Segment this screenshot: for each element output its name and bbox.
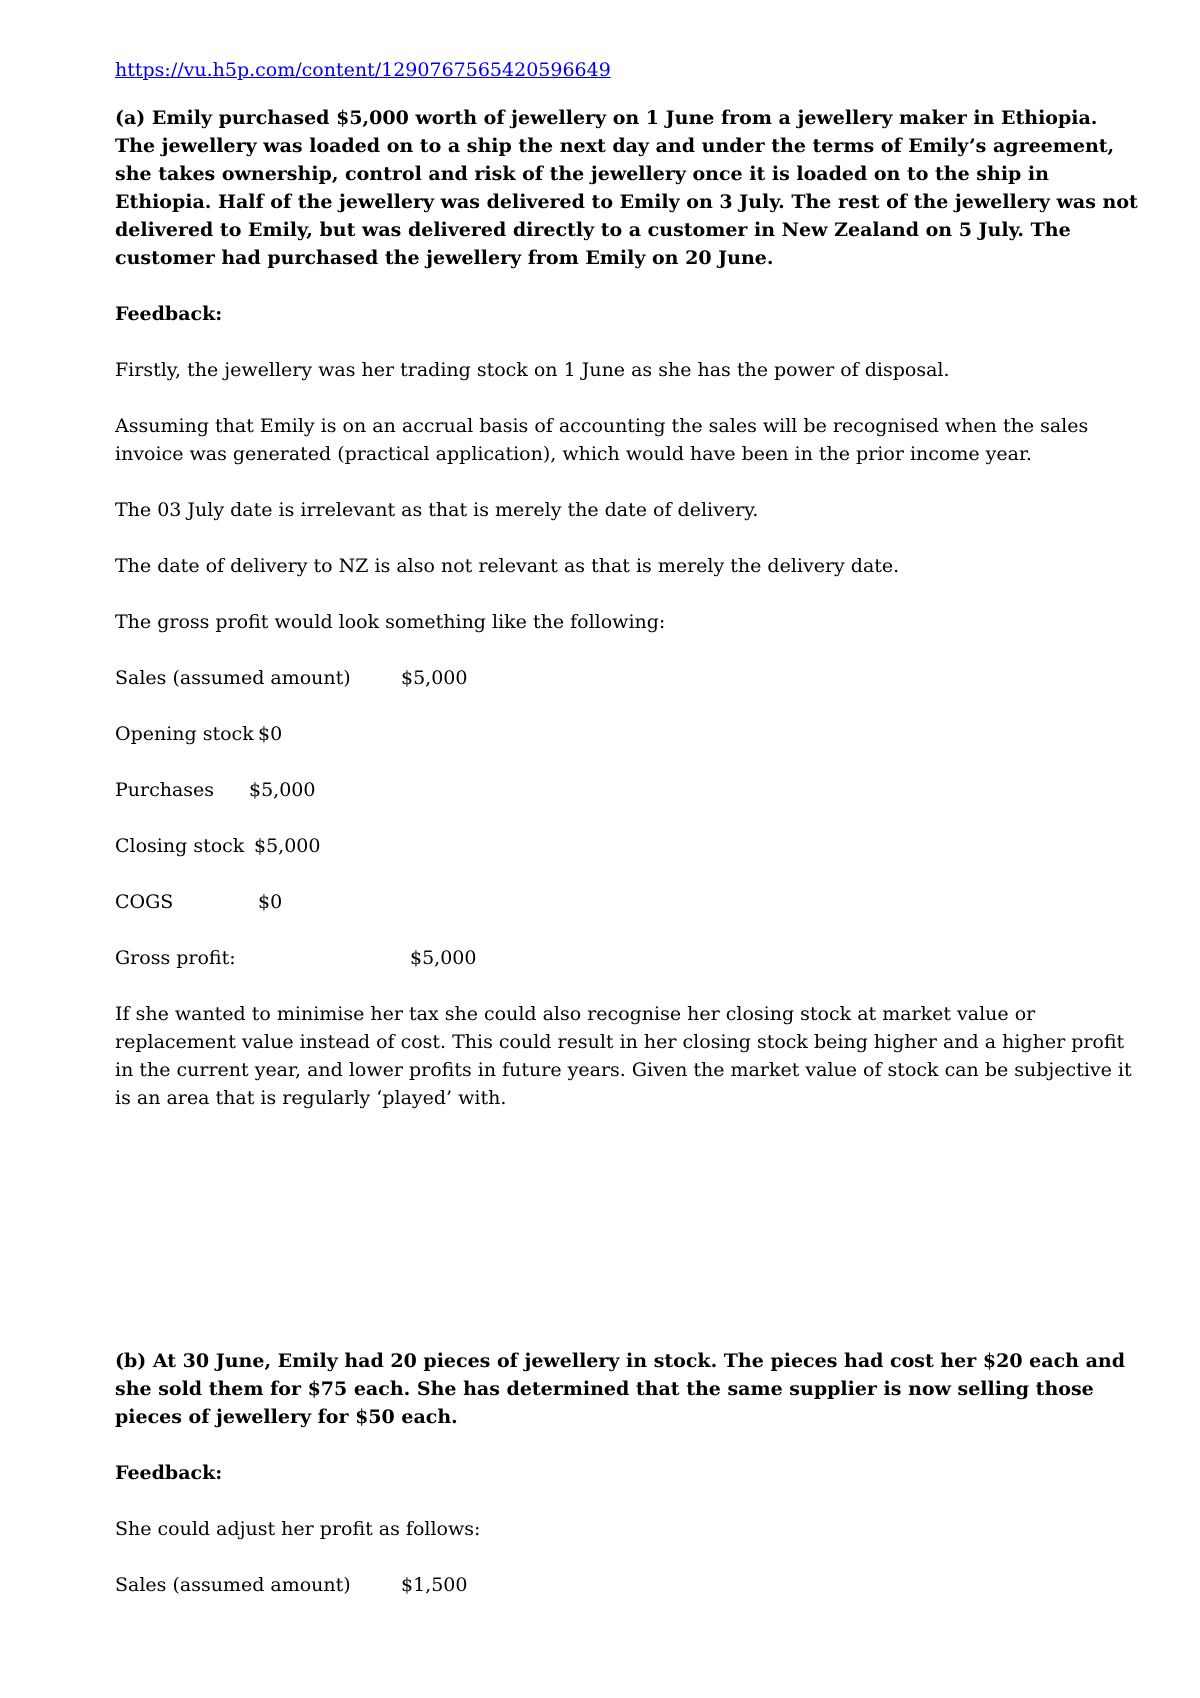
line-purchases-a [115, 776, 1140, 804]
line-value: $5,000 [254, 835, 321, 857]
feedback-heading-b: Feedback: [115, 1462, 223, 1484]
line-sales-b [115, 1571, 1140, 1599]
feedback-a-para-1: Firstly, the jewellery was her trading stock on 1 June as she has the power of disposal. [115, 359, 950, 381]
feedback-a-para-5: The gross profit would look something like the following: [115, 611, 666, 633]
feedback-heading-a: Feedback: [115, 303, 223, 325]
page-spacer [115, 1140, 1140, 1347]
line-opening-stock-a [115, 720, 1140, 748]
line-closing-stock-a [115, 832, 1140, 860]
question-a: (a) Emily purchased $5,000 worth of jewellery on 1 June from a jewellery maker in Ethiopia. The jewellery was loaded on to a ship the next day and under the terms of Emily’s agreement, she takes ownership, control and risk of the jewellery once it is loaded on to the ship in Ethiopia. Half of the jewellery was delivered to Emily on 3 July. The rest of the jewellery was not delivered to Emily, but was delivered directly to a customer in New Zealand on 5 July. The customer had purchased the jewellery from Emily on 20 June. [115, 107, 1138, 269]
line-label: Closing stock [115, 835, 245, 857]
line-label: COGS [115, 891, 174, 913]
question-b: (b) At 30 June, Emily had 20 pieces of jewellery in stock. The pieces had cost her $20 each and she sold them for $75 each. She has determined that the same supplier is now selling those pieces of jewellery for $50 each. [115, 1350, 1125, 1428]
line-gross-profit-a [115, 944, 1140, 972]
line-value: $5,000 [401, 667, 468, 689]
line-label: Purchases [115, 779, 215, 801]
content-link[interactable]: https://vu.h5p.com/content/1290767565420596649 [115, 59, 611, 81]
feedback-a-para-3: The 03 July date is irrelevant as that is merely the date of delivery. [115, 499, 759, 521]
line-value: $0 [258, 891, 283, 913]
line-label: Opening stock [115, 723, 254, 745]
line-label: Gross profit: [115, 947, 236, 969]
line-sales-a [115, 664, 1140, 692]
feedback-a-para-2: Assuming that Emily is on an accrual basis of accounting the sales will be recognised when the sales invoice was generated (practical application), which would have been in the prior income year. [115, 415, 1089, 465]
feedback-a-para-4: The date of delivery to NZ is also not relevant as that is merely the delivery date. [115, 555, 900, 577]
line-value: $5,000 [410, 947, 477, 969]
line-cogs-a [115, 888, 1140, 916]
line-label: Sales (assumed amount) [115, 667, 351, 689]
line-value: $1,500 [401, 1574, 468, 1596]
line-value: $5,000 [249, 779, 316, 801]
feedback-a-para-6: If she wanted to minimise her tax she could also recognise her closing stock at market value or replacement value instead of cost. This could result in her closing stock being higher and a higher profit in the current year, and lower profits in future years. Given the market value of stock can be subjective it is an area that is regularly ‘played’ with. [115, 1003, 1132, 1109]
line-label: Sales (assumed amount) [115, 1574, 351, 1596]
line-value: $0 [258, 723, 283, 745]
feedback-b-para-1: She could adjust her profit as follows: [115, 1518, 481, 1540]
